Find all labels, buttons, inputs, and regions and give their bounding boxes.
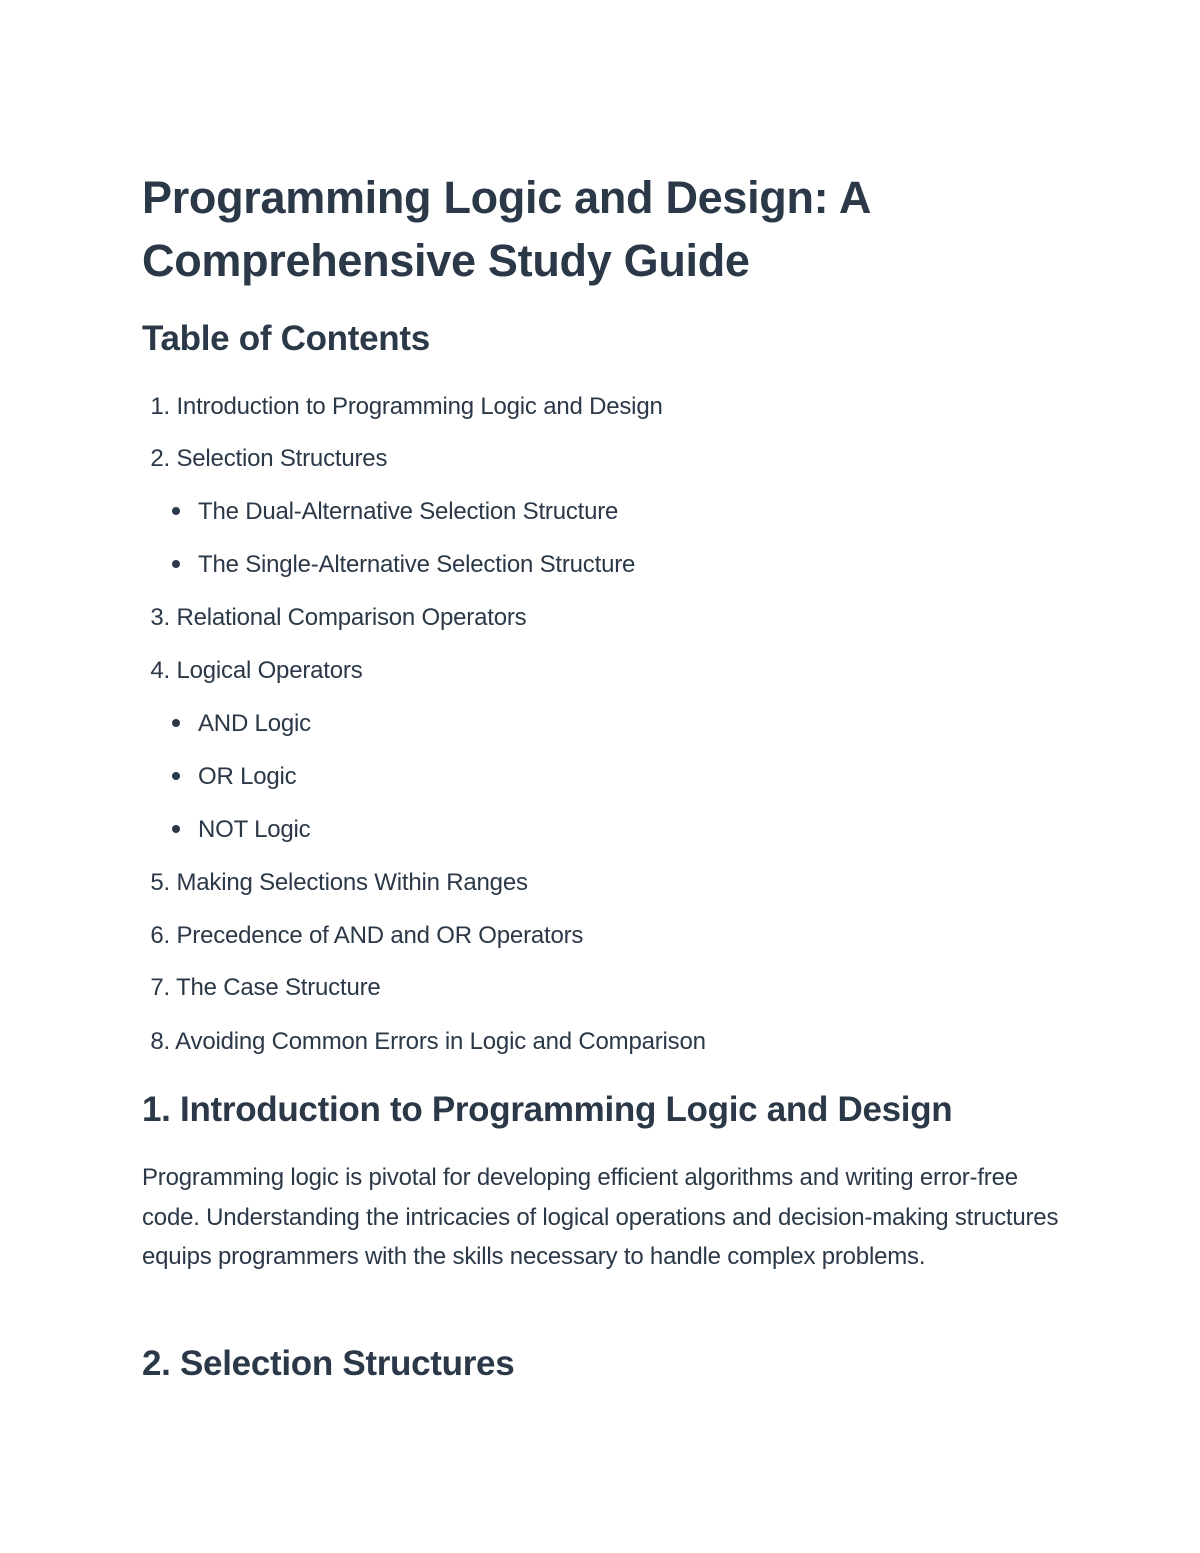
toc-subitem-label: OR Logic	[198, 763, 297, 790]
section-heading-selection-structures: 2. Selection Structures	[142, 1344, 515, 1383]
toc-subitem-label: The Dual-Alternative Selection Structure	[198, 498, 619, 525]
toc-item-label: Relational Comparison Operators	[176, 604, 527, 631]
toc-subitem-not-logic[interactable]	[172, 814, 310, 846]
toc-item-number: 4.	[150, 657, 170, 684]
bullet-icon	[172, 507, 180, 515]
toc-item-1[interactable]	[142, 391, 663, 423]
toc-item-7[interactable]	[142, 972, 381, 1004]
toc-item-number: 2.	[150, 445, 170, 472]
toc-item-3[interactable]	[142, 602, 526, 634]
toc-item-8[interactable]	[142, 1026, 706, 1058]
toc-item-label: Introduction to Programming Logic and Design	[176, 393, 663, 420]
bullet-icon	[172, 719, 180, 727]
toc-subitem-label: AND Logic	[198, 710, 311, 737]
toc-subitem-and-logic[interactable]	[172, 708, 311, 740]
toc-item-2[interactable]	[142, 443, 387, 475]
toc-item-label: The Case Structure	[176, 974, 381, 1001]
toc-item-number: 1.	[150, 393, 170, 420]
toc-item-label: Logical Operators	[176, 657, 363, 684]
toc-subitem-label: NOT Logic	[198, 816, 311, 843]
toc-item-label: Avoiding Common Errors in Logic and Comparison	[175, 1028, 706, 1055]
toc-item-number: 8.	[150, 1028, 170, 1055]
section-body-introduction: Programming logic is pivotal for developing efficient algorithms and writing error-free code. Understanding the intricacies of logical operations and decision-making structures equips programmers with the skills necessary to handle complex problems.	[142, 1164, 1059, 1270]
toc-item-5[interactable]	[142, 867, 528, 899]
toc-subitem-or-logic[interactable]	[172, 761, 296, 793]
bullet-icon	[172, 772, 180, 780]
document-title: Programming Logic and Design: A Comprehensive Study Guide	[142, 172, 870, 286]
toc-item-4[interactable]	[142, 655, 363, 687]
toc-item-label: Making Selections Within Ranges	[176, 869, 528, 896]
toc-heading: Table of Contents	[142, 319, 430, 358]
toc-subitem-single-alternative[interactable]	[172, 549, 635, 581]
toc-item-6[interactable]	[142, 920, 583, 952]
toc-item-number: 5.	[150, 869, 170, 896]
bullet-icon	[172, 825, 180, 833]
bullet-icon	[172, 560, 180, 568]
toc-item-label: Selection Structures	[176, 445, 388, 472]
toc-item-number: 6.	[150, 922, 170, 949]
toc-item-label: Precedence of AND and OR Operators	[176, 922, 584, 949]
toc-subitem-label: The Single-Alternative Selection Structure	[198, 551, 636, 578]
section-heading-introduction: 1. Introduction to Programming Logic and Design	[142, 1090, 953, 1129]
toc-item-number: 7.	[150, 974, 170, 1001]
toc-item-number: 3.	[150, 604, 170, 631]
toc-subitem-dual-alternative[interactable]	[172, 496, 618, 528]
